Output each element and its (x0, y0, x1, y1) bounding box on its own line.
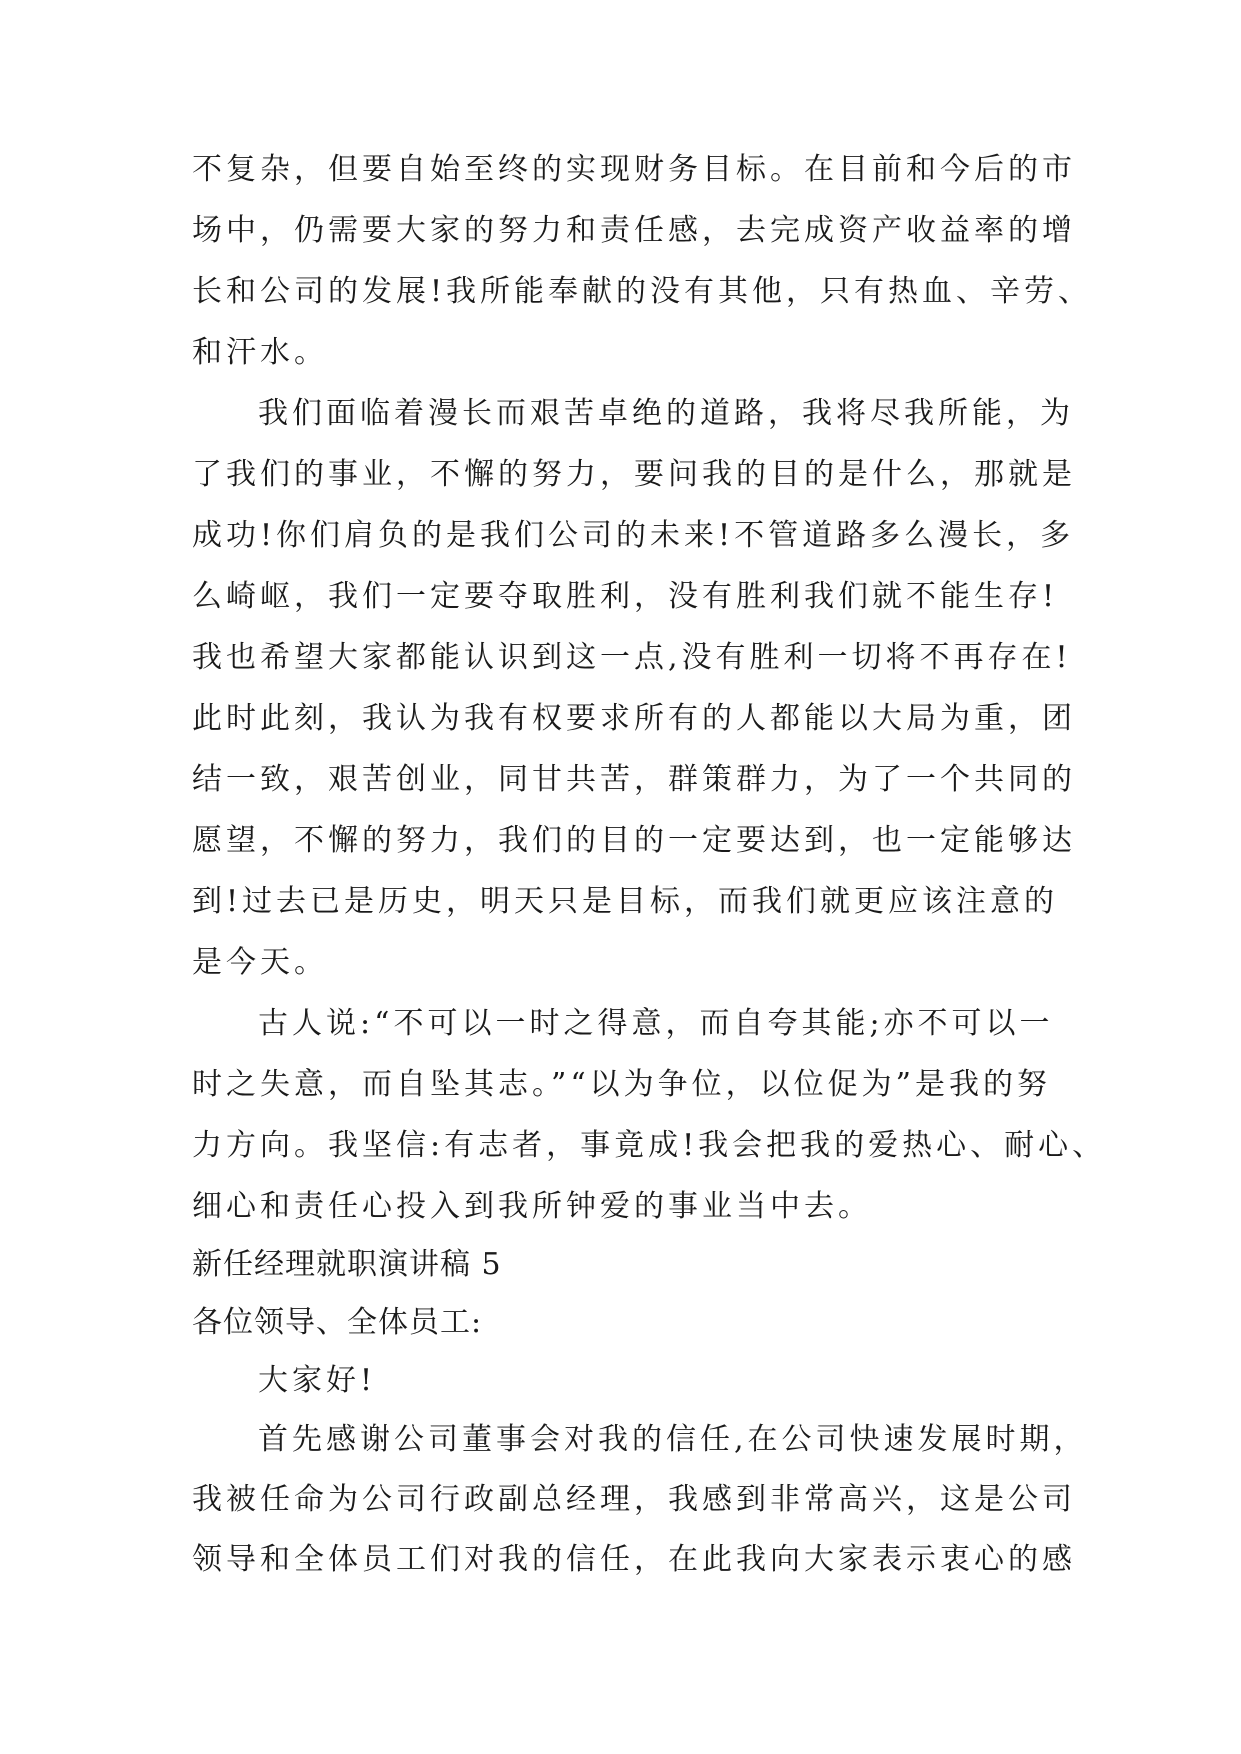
paragraph-line: 长和公司的发展!我所能奉献的没有其他，只有热血、辛劳、 (192, 274, 1093, 309)
paragraph-line: 场中，仍需要大家的努力和责任感，去完成资产收益率的增 (192, 213, 1076, 248)
paragraph-first-line: 古人说:“不可以一时之得意，而自夸其能;亦不可以一 (258, 1006, 1054, 1041)
paragraph-first-line: 我们面临着漫长而艰苦卓绝的道路，我将尽我所能，为 (258, 396, 1074, 431)
paragraph-line: 细心和责任心投入到我所钟爱的事业当中去。 (192, 1189, 872, 1224)
paragraph-line: 此时此刻，我认为我有权要求所有的人都能以大局为重，团 (192, 701, 1076, 736)
paragraph-line: 我也希望大家都能认识到这一点,没有胜利一切将不再存在! (192, 640, 1072, 675)
greeting: 大家好! (258, 1363, 377, 1398)
paragraph-line: 力方向。我坚信:有志者，事竟成!我会把我的爱热心、耐心、 (192, 1128, 1107, 1163)
paragraph-line: 我被任命为公司行政副总经理，我感到非常高兴，这是公司 (192, 1482, 1076, 1517)
paragraph-line: 和汗水。 (192, 335, 328, 370)
paragraph-line: 到!过去已是历史，明天只是目标，而我们就更应该注意的 (192, 884, 1059, 919)
paragraph-line: 结一致，艰苦创业，同甘共苦，群策群力，为了一个共同的 (192, 762, 1076, 797)
paragraph-line: 愿望，不懈的努力，我们的目的一定要达到，也一定能够达 (192, 823, 1076, 858)
paragraph-line: 领导和全体员工们对我的信任，在此我向大家表示衷心的感 (192, 1542, 1076, 1577)
paragraph-line: 么崎岖，我们一定要夺取胜利，没有胜利我们就不能生存! (192, 579, 1059, 614)
section-title: 新任经理就职演讲稿 5 (192, 1247, 502, 1282)
paragraph-line: 是今天。 (192, 945, 328, 980)
salutation: 各位领导、全体员工: (192, 1305, 483, 1340)
paragraph-line: 成功!你们肩负的是我们公司的未来!不管道路多么漫长，多 (192, 518, 1075, 553)
paragraph-line: 不复杂，但要自始至终的实现财务目标。在目前和今后的市 (192, 152, 1076, 187)
paragraph-line: 了我们的事业，不懈的努力，要问我的目的是什么，那就是 (192, 457, 1076, 492)
paragraph-first-line: 首先感谢公司董事会对我的信任,在公司快速发展时期， (258, 1422, 1088, 1457)
paragraph-line: 时之失意，而自坠其志。”“以为争位，以位促为”是我的努 (192, 1067, 1052, 1102)
